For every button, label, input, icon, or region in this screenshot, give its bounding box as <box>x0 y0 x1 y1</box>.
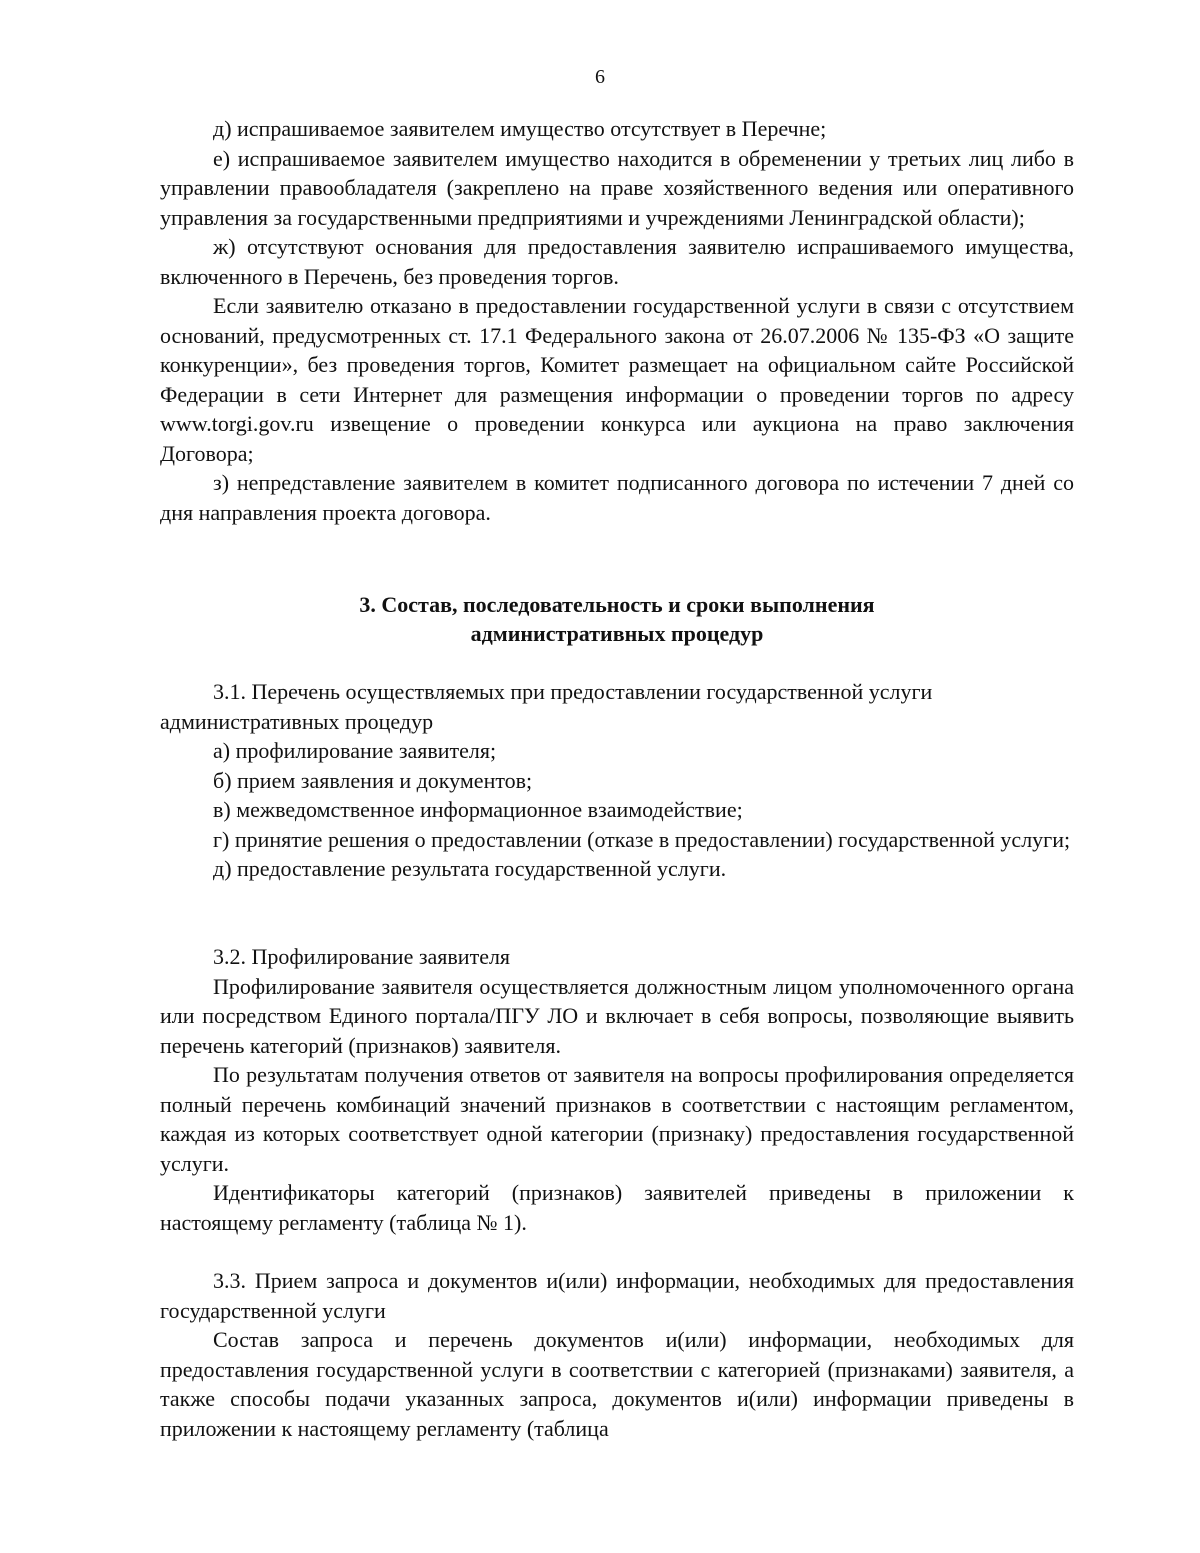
list-item: д) предоставление результата государственной услуги. <box>213 856 727 881</box>
list-item: а) профилирование заявителя; <box>213 738 497 763</box>
list-item: д) испрашиваемое заявителем имущество отсутствует в Перечне; <box>213 116 827 141</box>
top-paragraphs <box>160 114 1074 527</box>
section-3-1 <box>160 677 1074 884</box>
subsection-title: 3.1. Перечень осуществляемых при предоставлении государственной услуги административных процедур <box>160 679 933 734</box>
list-item: з) непредставление заявителем в комитет подписанного договора по истечении 7 дней со дня направления проекта договора. <box>160 470 1074 525</box>
paragraph: Состав запроса и перечень документов и(или) информации, необходимых для предоставления государственной услуги в соответствии с категорией (признаками) заявителя, а также способы подачи указанных запроса, документов и(или) информации приведены в приложении к настоящему регламенту (таблица <box>160 1327 1074 1441</box>
subsection-title: 3.3. Прием запроса и документов и(или) информации, необходимых для предоставления государственной услуги <box>160 1268 1074 1323</box>
paragraph: По результатам получения ответов от заявителя на вопросы профилирования определяется полный перечень комбинаций значений признаков в соответствии с настоящим регламентом, каждая из которых соответствует одной категории (признаку) предоставления государственной услуги. <box>160 1062 1074 1176</box>
list-item: г) принятие решения о предоставлении (отказе в предоставлении) государственной услуги; <box>213 826 1071 852</box>
section-heading-line-2: административных процедур <box>470 621 764 646</box>
section-3-3 <box>160 1266 1074 1443</box>
paragraph: Идентификаторы категорий (признаков) заявителей приведены в приложении к настоящему регламенту (таблица № 1). <box>160 1180 1074 1235</box>
paragraph: Если заявителю отказано в предоставлении государственной услуги в связи с отсутствием оснований, предусмотренных ст. 17.1 Федерального закона от 26.07.2006 № 135-ФЗ «О защите конкуренции», без проведения торгов, Комитет размещает на официальном сайте Российской Федерации в сети Интернет для размещения информации о проведении торгов по адресу www.torgi.gov.ru извещение о проведении конкурса или аукциона на право заключения Договора; <box>160 293 1074 466</box>
list-item: ж) отсутствуют основания для предоставления заявителю испрашиваемого имущества, включенного в Перечень, без проведения торгов. <box>160 234 1074 289</box>
section-heading <box>160 590 1074 648</box>
list-item: в) межведомственное информационное взаимодействие; <box>213 797 743 822</box>
list-item: б) прием заявления и документов; <box>213 767 533 793</box>
list-item: е) испрашиваемое заявителем имущество находится в обременении у третьих лиц либо в управлении правообладателя (закреплено на праве хозяйственного ведения или оперативного управления за государственными предприятиями и учреждениями Ленинградской области); <box>160 145 1074 230</box>
section-heading-line-1: 3. Состав, последовательность и сроки выполнения <box>359 592 875 617</box>
subsection-title: 3.2. Профилирование заявителя <box>213 944 511 969</box>
paragraph: Профилирование заявителя осуществляется должностным лицом уполномоченного органа или посредством Единого портала/ПГУ ЛО и включает в себя вопросы, позволяющие выявить перечень категорий (признаков) заявителя. <box>160 973 1074 1058</box>
section-3-2 <box>160 942 1074 1237</box>
page-number: 6 <box>595 66 605 88</box>
